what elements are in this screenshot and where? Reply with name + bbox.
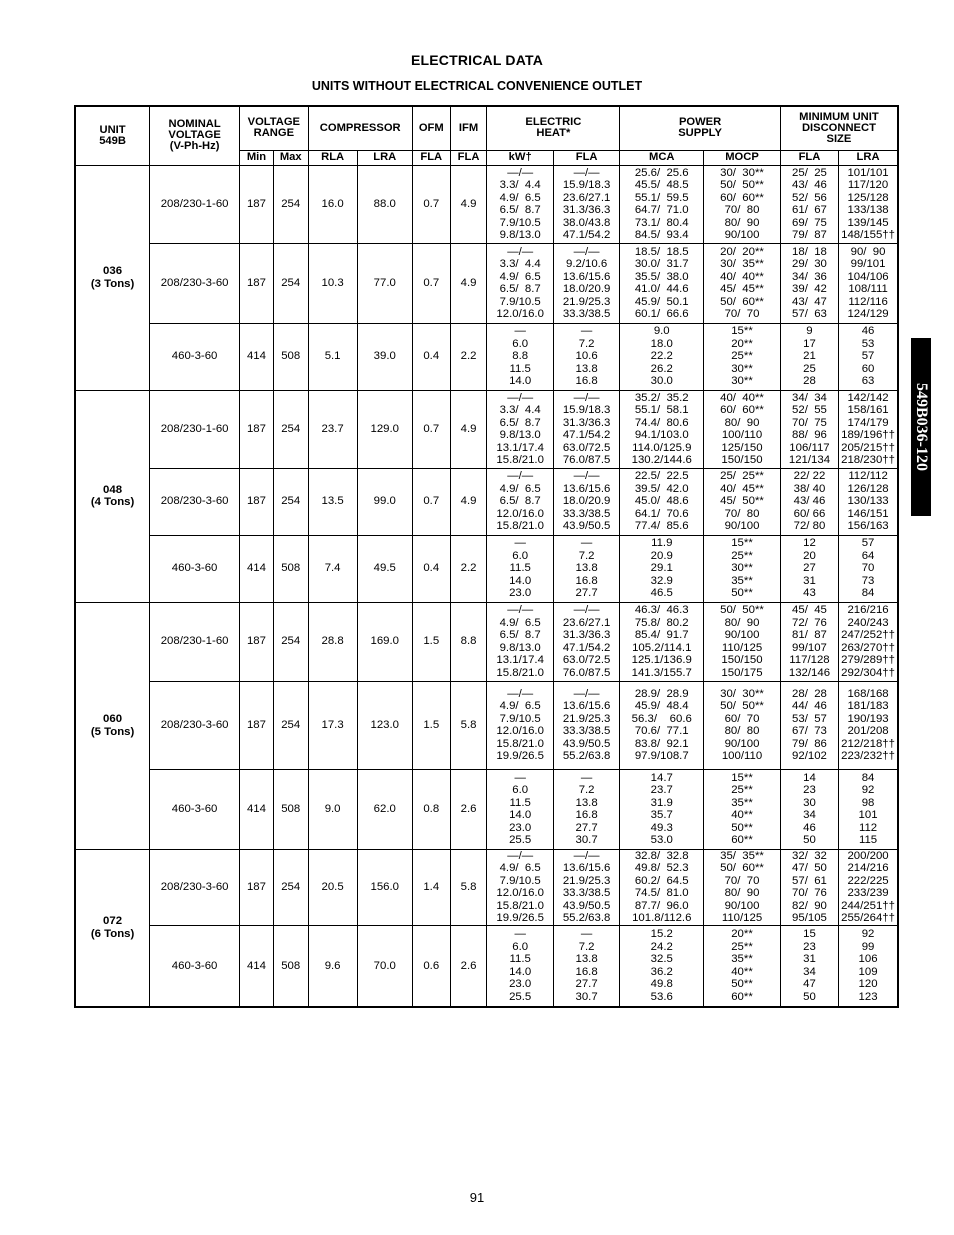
compressor-lra-cell: 39.0 (357, 323, 412, 390)
heat-kw-cell: —/— 4.9/ 6.5 6.5/ 8.7 9.8/13.0 13.1/17.4 15.8/21.0 (487, 602, 553, 681)
ifm-fla-cell: 5.8 (450, 849, 487, 925)
voltage-max-cell: 254 (273, 243, 308, 323)
ifm-fla-cell: 2.6 (450, 925, 487, 1007)
subheader-lra: LRA (357, 150, 412, 165)
page-title: ELECTRICAL DATA (410, 52, 544, 68)
disconnect-lra-cell: 142/142 158/161 174/179 189/196†† 205/215†† 218/230†† (839, 390, 898, 468)
voltage-max-cell: 254 (273, 165, 308, 243)
mocp-cell: 15** 20** 25** 30** 30** (704, 323, 781, 390)
compressor-rla-cell: 16.0 (308, 165, 357, 243)
voltage-min-cell: 187 (240, 681, 274, 769)
voltage-min-cell: 187 (240, 243, 274, 323)
compressor-lra-cell: 62.0 (357, 769, 412, 849)
ofm-fla-cell: 1.5 (412, 681, 450, 769)
compressor-lra-cell: 49.5 (357, 535, 412, 602)
nominal-voltage-cell: 208/230-1-60 (150, 602, 240, 681)
nominal-voltage-cell: 208/230-1-60 (150, 390, 240, 468)
heat-kw-cell: —/— 4.9/ 6.5 6.5/ 8.7 12.0/16.0 15.8/21.0 (487, 468, 553, 535)
table-row (75, 681, 898, 769)
table-row (75, 602, 898, 681)
disconnect-lra-cell: 46 53 57 60 63 (839, 323, 898, 390)
compressor-rla-cell: 9.6 (308, 925, 357, 1007)
electrical-data-table (74, 105, 899, 1008)
heat-kw-cell: —/— 4.9/ 6.5 7.9/10.5 12.0/16.0 15.8/21.0 19.9/26.5 (487, 849, 553, 925)
voltage-max-cell: 254 (273, 602, 308, 681)
subheader-heat-fla: FLA (553, 150, 619, 165)
header-voltage-range: VOLTAGE RANGE (240, 106, 309, 150)
disconnect-fla-cell: 22/ 22 38/ 40 43/ 46 60/ 66 72/ 80 (780, 468, 838, 535)
header-unit: UNIT 549B (75, 106, 150, 165)
disconnect-lra-cell: 92 99 106 109 120 123 (839, 925, 898, 1007)
mca-cell: 32.8/ 32.8 49.8/ 52.3 60.2/ 64.5 74.5/ 81.0 87.7/ 96.0 101.8/112.6 (620, 849, 704, 925)
mca-cell: 46.3/ 46.3 75.8/ 80.2 85.4/ 91.7 105.2/114.1 125.1/136.9 141.3/155.7 (620, 602, 704, 681)
mocp-cell: 30/ 30** 50/ 50** 60/ 60** 70/ 80 80/ 90 90/100 (704, 165, 781, 243)
mocp-cell: 20** 25** 35** 40** 50** 60** (704, 925, 781, 1007)
ofm-fla-cell: 0.7 (412, 165, 450, 243)
unit-cell: 072 (6 Tons) (75, 849, 150, 1007)
heat-fla-cell: —/— 13.6/15.6 21.9/25.3 33.3/38.5 43.9/50.5 55.2/63.8 (553, 681, 619, 769)
heat-fla-cell: —/— 13.6/15.6 18.0/20.9 33.3/38.5 43.9/50.5 (553, 468, 619, 535)
heat-fla-cell: — 7.2 13.8 16.8 27.7 30.7 (553, 925, 619, 1007)
mocp-cell: 30/ 30** 50/ 50** 60/ 70 80/ 80 90/100 100/110 (704, 681, 781, 769)
mocp-cell: 50/ 50** 80/ 90 90/100 110/125 150/150 150/175 (704, 602, 781, 681)
ofm-fla-cell: 0.4 (412, 323, 450, 390)
disconnect-lra-cell: 200/200 214/216 222/225 233/239 244/251†† 255/264†† (839, 849, 898, 925)
subheader-disconnect-lra: LRA (839, 150, 898, 165)
disconnect-fla-cell: 28/ 28 44/ 46 53/ 57 67/ 73 79/ 86 92/102 (780, 681, 838, 769)
nominal-voltage-cell: 208/230-3-60 (150, 243, 240, 323)
ofm-fla-cell: 0.4 (412, 535, 450, 602)
ofm-fla-cell: 1.4 (412, 849, 450, 925)
header-electric-heat: ELECTRIC HEAT* (487, 106, 620, 150)
compressor-rla-cell: 5.1 (308, 323, 357, 390)
unit-cell: 060 (5 Tons) (75, 602, 150, 849)
table-subtitle: UNITS WITHOUT ELECTRICAL CONVENIENCE OUTLET (311, 79, 643, 93)
subheader-min: Min (240, 150, 274, 165)
subheader-ofm-fla: FLA (412, 150, 450, 165)
section-side-tab (911, 338, 931, 516)
heat-fla-cell: —/— 15.9/18.3 31.3/36.3 47.1/54.2 63.0/72.5 76.0/87.5 (553, 390, 619, 468)
compressor-rla-cell: 28.8 (308, 602, 357, 681)
subheader-max: Max (273, 150, 308, 165)
nominal-voltage-cell: 208/230-3-60 (150, 468, 240, 535)
mca-cell: 28.9/ 28.9 45.9/ 48.4 56.3/ 60.6 70.6/ 77.1 83.8/ 92.1 97.9/108.7 (620, 681, 704, 769)
heat-kw-cell: — 6.0 11.5 14.0 23.0 25.5 (487, 769, 553, 849)
heat-kw-cell: —/— 4.9/ 6.5 7.9/10.5 12.0/16.0 15.8/21.0 19.9/26.5 (487, 681, 553, 769)
mca-cell: 14.7 23.7 31.9 35.7 49.3 53.0 (620, 769, 704, 849)
disconnect-fla-cell: 25/ 25 43/ 46 52/ 56 61/ 67 69/ 75 79/ 87 (780, 165, 838, 243)
page-number: 91 (469, 1190, 485, 1205)
heat-fla-cell: —/— 15.9/18.3 23.6/27.1 31.3/36.3 38.0/43.8 47.1/54.2 (553, 165, 619, 243)
heat-fla-cell: —/— 13.6/15.6 21.9/25.3 33.3/38.5 43.9/50.5 55.2/63.8 (553, 849, 619, 925)
unit-cell: 048 (4 Tons) (75, 390, 150, 602)
subheader-kw: kW† (487, 150, 553, 165)
compressor-lra-cell: 129.0 (357, 390, 412, 468)
table-row (75, 468, 898, 535)
disconnect-lra-cell: 112/112 126/128 130/133 146/151 156/163 (839, 468, 898, 535)
disconnect-lra-cell: 101/101 117/120 125/128 133/138 139/145 148/155†† (839, 165, 898, 243)
ifm-fla-cell: 4.9 (450, 390, 487, 468)
subheader-mca: MCA (620, 150, 704, 165)
compressor-rla-cell: 9.0 (308, 769, 357, 849)
disconnect-fla-cell: 18/ 18 29/ 30 34/ 36 39/ 42 43/ 47 57/ 63 (780, 243, 838, 323)
mocp-cell: 15** 25** 30** 35** 50** (704, 535, 781, 602)
heat-fla-cell: — 7.2 10.6 13.8 16.8 (553, 323, 619, 390)
heat-fla-cell: — 7.2 13.8 16.8 27.7 30.7 (553, 769, 619, 849)
voltage-max-cell: 508 (273, 323, 308, 390)
voltage-max-cell: 254 (273, 390, 308, 468)
mca-cell: 25.6/ 25.6 45.5/ 48.5 55.1/ 59.5 64.7/ 71.0 73.1/ 80.4 84.5/ 93.4 (620, 165, 704, 243)
compressor-rla-cell: 20.5 (308, 849, 357, 925)
heat-kw-cell: —/— 3.3/ 4.4 6.5/ 8.7 9.8/13.0 13.1/17.4 15.8/21.0 (487, 390, 553, 468)
table-row (75, 849, 898, 925)
heat-kw-cell: — 6.0 11.5 14.0 23.0 (487, 535, 553, 602)
disconnect-fla-cell: 12 20 27 31 43 (780, 535, 838, 602)
table-row (75, 243, 898, 323)
compressor-rla-cell: 23.7 (308, 390, 357, 468)
ifm-fla-cell: 4.9 (450, 243, 487, 323)
table-row (75, 165, 898, 243)
table-body (75, 165, 898, 1007)
disconnect-fla-cell: 32/ 32 47/ 50 57/ 61 70/ 76 82/ 90 95/105 (780, 849, 838, 925)
compressor-lra-cell: 169.0 (357, 602, 412, 681)
heat-fla-cell: — 7.2 13.8 16.8 27.7 (553, 535, 619, 602)
voltage-max-cell: 254 (273, 468, 308, 535)
voltage-max-cell: 508 (273, 925, 308, 1007)
heat-fla-cell: —/— 9.2/10.6 13.6/15.6 18.0/20.9 21.9/25.3 33.3/38.5 (553, 243, 619, 323)
header-ofm: OFM (412, 106, 450, 150)
nominal-voltage-cell: 460-3-60 (150, 925, 240, 1007)
ifm-fla-cell: 8.8 (450, 602, 487, 681)
header-power-supply: POWER SUPPLY (620, 106, 781, 150)
voltage-max-cell: 254 (273, 849, 308, 925)
compressor-rla-cell: 7.4 (308, 535, 357, 602)
ofm-fla-cell: 0.7 (412, 390, 450, 468)
compressor-lra-cell: 70.0 (357, 925, 412, 1007)
nominal-voltage-cell: 460-3-60 (150, 323, 240, 390)
heat-kw-cell: — 6.0 11.5 14.0 23.0 25.5 (487, 925, 553, 1007)
disconnect-fla-cell: 45/ 45 72/ 76 81/ 87 99/107 117/128 132/146 (780, 602, 838, 681)
disconnect-fla-cell: 9 17 21 25 28 (780, 323, 838, 390)
ofm-fla-cell: 1.5 (412, 602, 450, 681)
ofm-fla-cell: 0.7 (412, 243, 450, 323)
voltage-max-cell: 508 (273, 535, 308, 602)
side-tab-label: 549B036-120 (913, 383, 930, 471)
voltage-min-cell: 187 (240, 165, 274, 243)
subheader-disconnect-fla: FLA (780, 150, 838, 165)
disconnect-lra-cell: 216/216 240/243 247/252†† 263/270†† 279/289†† 292/304†† (839, 602, 898, 681)
unit-cell: 036 (3 Tons) (75, 165, 150, 390)
table-row (75, 769, 898, 849)
mca-cell: 9.0 18.0 22.2 26.2 30.0 (620, 323, 704, 390)
nominal-voltage-cell: 460-3-60 (150, 535, 240, 602)
subheader-mocp: MOCP (704, 150, 781, 165)
ifm-fla-cell: 4.9 (450, 165, 487, 243)
mocp-cell: 20/ 20** 30/ 35** 40/ 40** 45/ 45** 50/ 60** 70/ 70 (704, 243, 781, 323)
disconnect-lra-cell: 57 64 70 73 84 (839, 535, 898, 602)
ofm-fla-cell: 0.7 (412, 468, 450, 535)
compressor-lra-cell: 156.0 (357, 849, 412, 925)
nominal-voltage-cell: 208/230-3-60 (150, 849, 240, 925)
header-min-disconnect: MINIMUM UNIT DISCONNECT SIZE (780, 106, 898, 150)
mca-cell: 15.2 24.2 32.5 36.2 49.8 53.6 (620, 925, 704, 1007)
subheader-ifm-fla: FLA (450, 150, 487, 165)
voltage-min-cell: 414 (240, 925, 274, 1007)
mca-cell: 35.2/ 35.2 55.1/ 58.1 74.4/ 80.6 94.1/103.0 114.0/125.9 130.2/144.6 (620, 390, 704, 468)
mca-cell: 18.5/ 18.5 30.0/ 31.7 35.5/ 38.0 41.0/ 44.6 45.9/ 50.1 60.1/ 66.6 (620, 243, 704, 323)
disconnect-lra-cell: 168/168 181/183 190/193 201/208 212/218†† 223/232†† (839, 681, 898, 769)
compressor-rla-cell: 17.3 (308, 681, 357, 769)
compressor-lra-cell: 123.0 (357, 681, 412, 769)
compressor-lra-cell: 99.0 (357, 468, 412, 535)
table-row (75, 925, 898, 1007)
compressor-rla-cell: 13.5 (308, 468, 357, 535)
disconnect-fla-cell: 34/ 34 52/ 55 70/ 75 88/ 96 106/117 121/134 (780, 390, 838, 468)
heat-fla-cell: —/— 23.6/27.1 31.3/36.3 47.1/54.2 63.0/72.5 76.0/87.5 (553, 602, 619, 681)
ofm-fla-cell: 0.6 (412, 925, 450, 1007)
ifm-fla-cell: 4.9 (450, 468, 487, 535)
disconnect-lra-cell: 84 92 98 101 112 115 (839, 769, 898, 849)
compressor-lra-cell: 88.0 (357, 165, 412, 243)
disconnect-fla-cell: 14 23 30 34 46 50 (780, 769, 838, 849)
ifm-fla-cell: 2.2 (450, 323, 487, 390)
mocp-cell: 15** 25** 35** 40** 50** 60** (704, 769, 781, 849)
table-row (75, 323, 898, 390)
voltage-min-cell: 187 (240, 602, 274, 681)
ofm-fla-cell: 0.8 (412, 769, 450, 849)
voltage-max-cell: 508 (273, 769, 308, 849)
voltage-min-cell: 187 (240, 468, 274, 535)
voltage-min-cell: 414 (240, 535, 274, 602)
voltage-min-cell: 414 (240, 323, 274, 390)
heat-kw-cell: —/— 3.3/ 4.4 4.9/ 6.5 6.5/ 8.7 7.9/10.5 12.0/16.0 (487, 243, 553, 323)
compressor-rla-cell: 10.3 (308, 243, 357, 323)
ifm-fla-cell: 2.2 (450, 535, 487, 602)
table-row (75, 535, 898, 602)
subheader-rla: RLA (308, 150, 357, 165)
nominal-voltage-cell: 460-3-60 (150, 769, 240, 849)
ifm-fla-cell: 2.6 (450, 769, 487, 849)
mocp-cell: 40/ 40** 60/ 60** 80/ 90 100/110 125/150 150/150 (704, 390, 781, 468)
mocp-cell: 25/ 25** 40/ 45** 45/ 50** 70/ 80 90/100 (704, 468, 781, 535)
mocp-cell: 35/ 35** 50/ 60** 70/ 70 80/ 90 90/100 110/125 (704, 849, 781, 925)
mca-cell: 22.5/ 22.5 39.5/ 42.0 45.0/ 48.6 64.1/ 70.6 77.4/ 85.6 (620, 468, 704, 535)
disconnect-lra-cell: 90/ 90 99/101 104/106 108/111 112/116 124/129 (839, 243, 898, 323)
heat-kw-cell: —/— 3.3/ 4.4 4.9/ 6.5 6.5/ 8.7 7.9/10.5 9.8/13.0 (487, 165, 553, 243)
header-compressor: COMPRESSOR (308, 106, 412, 150)
voltage-max-cell: 254 (273, 681, 308, 769)
voltage-min-cell: 414 (240, 769, 274, 849)
voltage-min-cell: 187 (240, 390, 274, 468)
header-ifm: IFM (450, 106, 487, 150)
heat-kw-cell: — 6.0 8.8 11.5 14.0 (487, 323, 553, 390)
voltage-min-cell: 187 (240, 849, 274, 925)
nominal-voltage-cell: 208/230-3-60 (150, 681, 240, 769)
disconnect-fla-cell: 15 23 31 34 47 50 (780, 925, 838, 1007)
table-row (75, 390, 898, 468)
compressor-lra-cell: 77.0 (357, 243, 412, 323)
header-nominal-voltage: NOMINAL VOLTAGE (V-Ph-Hz) (150, 106, 240, 165)
nominal-voltage-cell: 208/230-1-60 (150, 165, 240, 243)
ifm-fla-cell: 5.8 (450, 681, 487, 769)
mca-cell: 11.9 20.9 29.1 32.9 46.5 (620, 535, 704, 602)
